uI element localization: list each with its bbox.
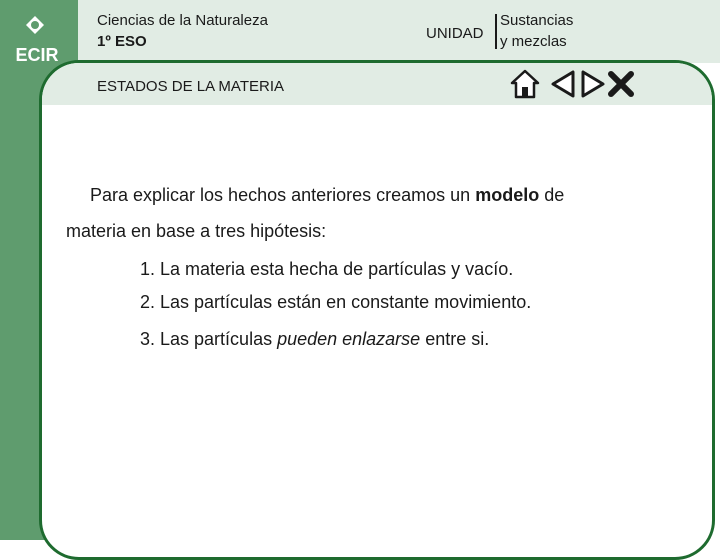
unidad-label: UNIDAD bbox=[426, 25, 484, 42]
navigation-bar bbox=[510, 68, 636, 102]
ecir-logo bbox=[6, 10, 68, 70]
unidad-divider bbox=[495, 14, 497, 49]
unit-name-line2: y mezclas bbox=[500, 33, 567, 50]
course-level: 1º ESO bbox=[97, 33, 147, 50]
course-title: Ciencias de la Naturaleza bbox=[97, 12, 268, 29]
hypothesis-3-part2: entre si. bbox=[420, 329, 490, 349]
section-title: ESTADOS DE LA MATERIA bbox=[97, 78, 284, 95]
close-button[interactable] bbox=[606, 68, 636, 100]
hypothesis-3-part1: 3. Las partículas bbox=[140, 329, 278, 349]
header-band bbox=[0, 0, 720, 63]
next-button[interactable] bbox=[578, 68, 608, 100]
intro-text-part2: de bbox=[539, 185, 565, 205]
close-icon bbox=[606, 68, 636, 100]
hypothesis-1: 1. La materia esta hecha de partículas y vacío. bbox=[140, 259, 514, 279]
home-button[interactable] bbox=[510, 68, 540, 100]
next-icon bbox=[578, 68, 608, 100]
hypothesis-3 bbox=[140, 330, 489, 348]
intro-line1 bbox=[90, 186, 564, 204]
intro-line2: materia en base a tres hipótesis: bbox=[66, 221, 327, 241]
hypothesis-3-italic: pueden enlazarse bbox=[277, 329, 421, 349]
logo-text: ECIR bbox=[15, 45, 59, 65]
previous-icon bbox=[548, 68, 578, 100]
previous-button[interactable] bbox=[548, 68, 578, 100]
hypothesis-2: 2. Las partículas están en constante movimiento. bbox=[140, 292, 532, 312]
unit-name-line1: Sustancias bbox=[500, 12, 574, 29]
home-icon bbox=[510, 68, 540, 100]
intro-text-part1: Para explicar los hechos anteriores creamos un bbox=[90, 185, 476, 205]
intro-bold-term: modelo bbox=[475, 185, 540, 205]
